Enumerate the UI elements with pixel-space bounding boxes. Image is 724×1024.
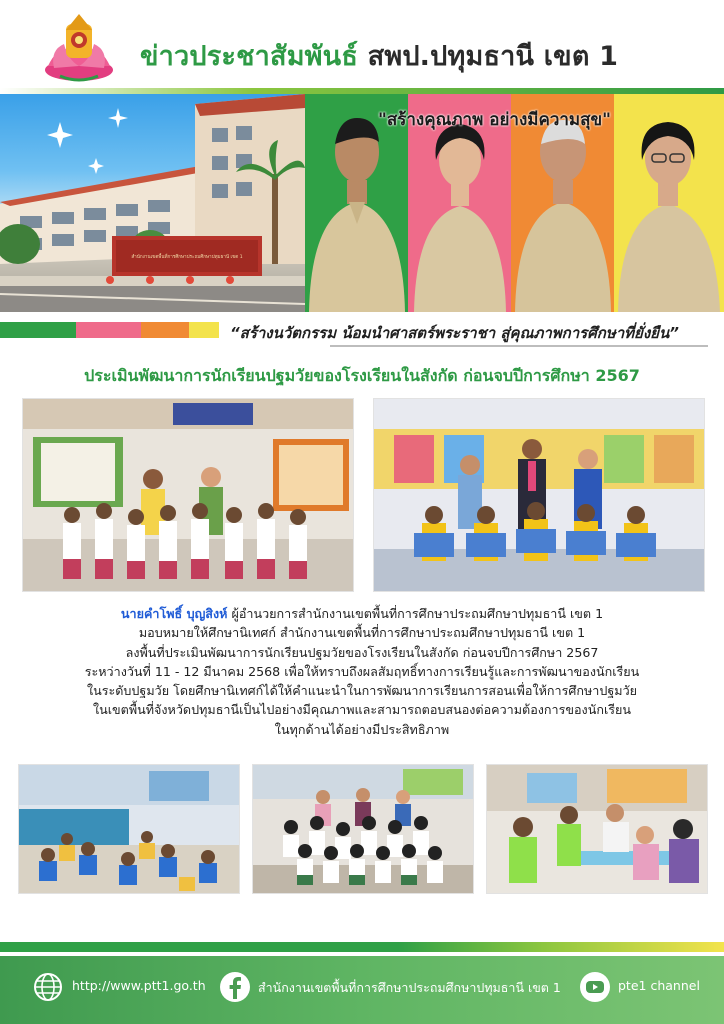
photo-classroom-3: [18, 764, 240, 894]
portrait-3: [515, 120, 611, 312]
banner: [0, 94, 724, 312]
school-building-photo: [0, 94, 305, 312]
header-title-org: สพป.ปทุมธานี เขต 1: [367, 41, 619, 72]
portrait-2: [414, 124, 506, 312]
article-line-6: ในเขตพื้นที่จังหวัดปทุมธานีเป็นไปอย่างมีคุณภาพและสามารถตอบสนองต่อความต้องการของนักเรียน: [92, 702, 632, 718]
website-link[interactable]: http://www.ptt1.go.th: [72, 978, 206, 993]
portrait-1: [309, 118, 405, 312]
article-body: [30, 604, 694, 739]
banner-slogan: "สร้างคุณภาพ อย่างมีความสุข": [378, 110, 611, 130]
photo-classroom-5: [486, 764, 708, 894]
color-block-pink: [76, 322, 141, 338]
article-line-2: มอบหมายให้ศึกษานิเทศก์ สำนักงานเขตพื้นที่การศึกษาประถมศึกษาปทุมธานี เขต 1: [138, 625, 586, 641]
youtube-channel-link[interactable]: pte1 channel: [618, 978, 700, 993]
article-line-1-rest: ผู้อำนวยการสำนักงานเขตพื้นที่การศึกษาประถมศึกษาปทุมธานี เขต 1: [227, 606, 604, 621]
article-line-4: ระหว่างวันที่ 11 - 12 มีนาคม 2568 เพื่อให้ทราบถึงผลสัมฤทธิ์ทางการเรียนรู้และการพัฒนาของนักเรียน: [84, 663, 640, 679]
article-line-1: [30, 604, 694, 623]
school-sign-text: สำนักงานเขตพื้นที่การศึกษาประถมศึกษาปทุมธานี เขต 1: [131, 255, 243, 260]
person-name: นายคำโพธิ์ บุญสิงห์: [120, 606, 228, 621]
motto-underline: [330, 345, 708, 347]
photo-classroom-1: [22, 398, 354, 592]
photo-classroom-4: [252, 764, 474, 894]
color-block-orange: [141, 322, 189, 338]
facebook-icon[interactable]: [220, 972, 250, 1002]
facebook-page-link[interactable]: สำนักงานเขตพื้นที่การศึกษาประถมศึกษาปทุมธานี เขต 1: [258, 980, 561, 995]
footer-stripe: [0, 942, 724, 952]
article-headline: ประเมินพัฒนาการนักเรียนปฐมวัยของโรงเรียนในสังกัด ก่อนจบปีการศึกษา 2567: [84, 366, 640, 385]
header-title: [140, 34, 618, 77]
color-block-green: [0, 322, 76, 338]
portrait-4: [618, 122, 720, 312]
ptt1-logo: [40, 10, 118, 88]
header-title-main: ข่าวประชาสัมพันธ์: [140, 41, 359, 72]
photo-classroom-2: [373, 398, 705, 592]
youtube-icon[interactable]: [580, 972, 610, 1002]
article-line-5: ในระดับปฐมวัย โดยศึกษานิเทศก์ได้ให้คำแนะนำในการพัฒนาการเรียนการสอนเพื่อให้การศึกษาปฐมวัย: [86, 683, 638, 699]
globe-icon: [33, 972, 63, 1002]
article-line-3: ลงพื้นที่ประเมินพัฒนาการนักเรียนปฐมวัยของโรงเรียนในสังกัด ก่อนจบปีการศึกษา 2567: [125, 644, 599, 660]
color-block-yellow: [189, 322, 219, 338]
article-line-7: ในทุกด้านได้อย่างมีประสิทธิภาพ: [274, 721, 450, 737]
motto-text: “สร้างนวัตกรรม น้อมนำศาสตร์พระราชา สู่คุณภาพการศึกษาที่ยั่งยืน”: [230, 324, 679, 342]
